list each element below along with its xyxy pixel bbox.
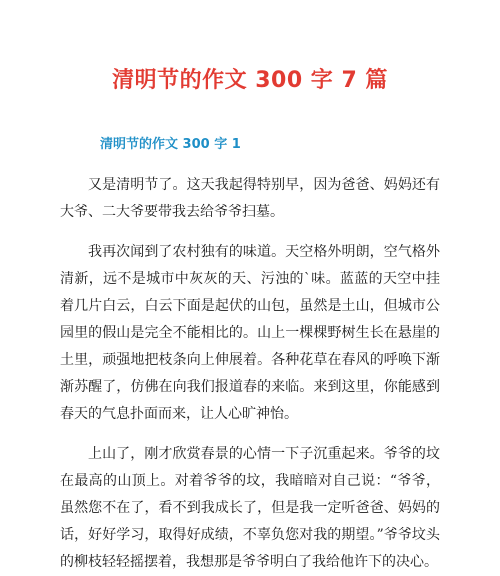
paragraph-1: 又是清明节了。这天我起得特别早，因为爸爸、妈妈还有大爷、二大爷要带我去给爷爷扫墓。 xyxy=(60,177,440,220)
paragraph-3: 上山了，刚才欣赏春景的心情一下子沉重起来。爷爷的坟在最高的山顶上。对着爷爷的坟，我暗暗对自己说：“爷爷，虽然您不在了，看不到我成长了，但是我一定听爸爸、妈妈的话，好好学习，取得好成绩，不辜负您对我的期望。”爷爷坟头的柳枝轻轻摇摆着，我想那是爷爷明白了我给他许下的决心。 xyxy=(60,446,440,570)
paragraph-2: 我再次闻到了农村独有的味道。天空格外明朗，空气格外清新，远不是城市中灰灰的天、污浊的`味。蓝蓝的天空中挂着几片白云，白云下面是起伏的山包，虽然是土山，但城市公园里的假山是完全不能相比的。山上一棵棵野树生长在悬崖的土里，顽强地把枝条向上伸展着。各种花草在春风的呼唤下渐渐苏醒了，仿佛在向我们报道春的来临。来到这里，你能感到春天的气息扑面而来，让人心旷神怡。 xyxy=(60,244,440,422)
article-title: 清明节的作文 300 字 7 篇 xyxy=(112,68,388,93)
section-title: 清明节的作文 300 字 1 xyxy=(100,137,241,152)
